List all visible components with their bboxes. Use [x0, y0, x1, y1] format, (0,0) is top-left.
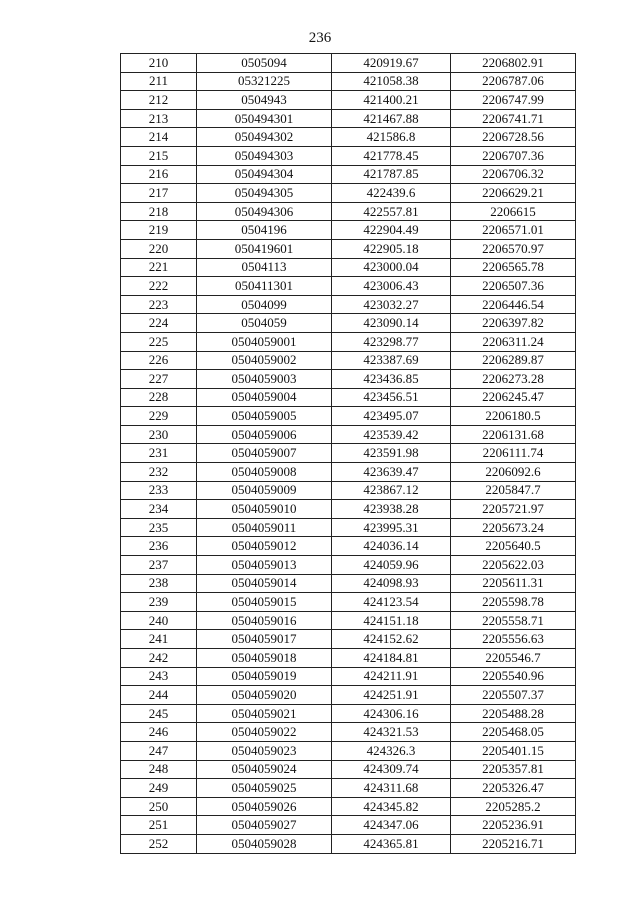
point-number-cell: 232 — [121, 463, 197, 482]
y-coordinate-cell: 2205236.91 — [451, 816, 576, 835]
y-coordinate-cell: 2205721.97 — [451, 500, 576, 519]
x-coordinate-cell: 421787.85 — [332, 165, 451, 184]
point-number-cell: 239 — [121, 593, 197, 612]
x-coordinate-cell: 423639.47 — [332, 463, 451, 482]
x-coordinate-cell: 422905.18 — [332, 239, 451, 258]
table-row — [121, 797, 576, 816]
page-number: 236 — [308, 30, 332, 46]
y-coordinate-cell: 2206131.68 — [451, 425, 576, 444]
point-id-cell: 0504113 — [197, 258, 332, 277]
table-row — [121, 332, 576, 351]
coordinates-table-body — [121, 54, 576, 854]
table-row — [121, 54, 576, 73]
table-row — [121, 425, 576, 444]
table-row — [121, 370, 576, 389]
x-coordinate-cell: 424151.18 — [332, 611, 451, 630]
point-id-cell: 0504059014 — [197, 574, 332, 593]
y-coordinate-cell: 2205611.31 — [451, 574, 576, 593]
y-coordinate-cell: 2205468.05 — [451, 723, 576, 742]
y-coordinate-cell: 2206311.24 — [451, 332, 576, 351]
point-number-cell: 237 — [121, 556, 197, 575]
table-row — [121, 779, 576, 798]
point-number-cell: 224 — [121, 314, 197, 333]
table-row — [121, 202, 576, 221]
x-coordinate-cell: 422904.49 — [332, 221, 451, 240]
point-id-cell: 0504099 — [197, 295, 332, 314]
table-row — [121, 295, 576, 314]
x-coordinate-cell: 423436.85 — [332, 370, 451, 389]
y-coordinate-cell: 2206570.97 — [451, 239, 576, 258]
point-id-cell: 0504059002 — [197, 351, 332, 370]
y-coordinate-cell: 2205673.24 — [451, 518, 576, 537]
x-coordinate-cell: 424321.53 — [332, 723, 451, 742]
point-id-cell: 05321225 — [197, 72, 332, 91]
table-row — [121, 109, 576, 128]
table-row — [121, 611, 576, 630]
point-number-cell: 233 — [121, 481, 197, 500]
point-number-cell: 215 — [121, 146, 197, 165]
x-coordinate-cell: 424306.16 — [332, 704, 451, 723]
table-row — [121, 221, 576, 240]
table-row — [121, 388, 576, 407]
table-row — [121, 537, 576, 556]
table-row — [121, 184, 576, 203]
y-coordinate-cell: 2205598.78 — [451, 593, 576, 612]
point-id-cell: 0505094 — [197, 54, 332, 73]
point-number-cell: 244 — [121, 686, 197, 705]
point-number-cell: 234 — [121, 500, 197, 519]
point-id-cell: 0504059007 — [197, 444, 332, 463]
table-row — [121, 630, 576, 649]
point-id-cell: 050494305 — [197, 184, 332, 203]
point-number-cell: 249 — [121, 779, 197, 798]
point-number-cell: 238 — [121, 574, 197, 593]
point-id-cell: 0504059017 — [197, 630, 332, 649]
point-number-cell: 225 — [121, 332, 197, 351]
x-coordinate-cell: 422439.6 — [332, 184, 451, 203]
point-id-cell: 0504059024 — [197, 760, 332, 779]
x-coordinate-cell: 423591.98 — [332, 444, 451, 463]
x-coordinate-cell: 420919.67 — [332, 54, 451, 73]
x-coordinate-cell: 424347.06 — [332, 816, 451, 835]
y-coordinate-cell: 2205640.5 — [451, 537, 576, 556]
point-number-cell: 218 — [121, 202, 197, 221]
x-coordinate-cell: 423495.07 — [332, 407, 451, 426]
table-row — [121, 686, 576, 705]
table-row — [121, 834, 576, 853]
table-row — [121, 481, 576, 500]
point-number-cell: 227 — [121, 370, 197, 389]
y-coordinate-cell: 2205847.7 — [451, 481, 576, 500]
y-coordinate-cell: 2205285.2 — [451, 797, 576, 816]
point-number-cell: 251 — [121, 816, 197, 835]
x-coordinate-cell: 423000.04 — [332, 258, 451, 277]
point-number-cell: 250 — [121, 797, 197, 816]
x-coordinate-cell: 423006.43 — [332, 277, 451, 296]
point-id-cell: 0504059003 — [197, 370, 332, 389]
x-coordinate-cell: 424326.3 — [332, 741, 451, 760]
x-coordinate-cell: 423867.12 — [332, 481, 451, 500]
table-row — [121, 165, 576, 184]
x-coordinate-cell: 423090.14 — [332, 314, 451, 333]
point-id-cell: 0504059008 — [197, 463, 332, 482]
table-row — [121, 128, 576, 147]
point-id-cell: 050494302 — [197, 128, 332, 147]
x-coordinate-cell: 424123.54 — [332, 593, 451, 612]
point-number-cell: 242 — [121, 649, 197, 668]
point-id-cell: 0504943 — [197, 91, 332, 110]
table-row — [121, 667, 576, 686]
table-row — [121, 444, 576, 463]
x-coordinate-cell: 424036.14 — [332, 537, 451, 556]
table-row — [121, 407, 576, 426]
point-id-cell: 0504059020 — [197, 686, 332, 705]
point-number-cell: 210 — [121, 54, 197, 73]
point-id-cell: 0504059028 — [197, 834, 332, 853]
table-row — [121, 741, 576, 760]
table-row — [121, 239, 576, 258]
x-coordinate-cell: 424251.91 — [332, 686, 451, 705]
point-number-cell: 223 — [121, 295, 197, 314]
point-number-cell: 228 — [121, 388, 197, 407]
table-row — [121, 72, 576, 91]
table-row — [121, 723, 576, 742]
point-id-cell: 0504059012 — [197, 537, 332, 556]
point-number-cell: 231 — [121, 444, 197, 463]
x-coordinate-cell: 424098.93 — [332, 574, 451, 593]
y-coordinate-cell: 2206565.78 — [451, 258, 576, 277]
point-id-cell: 0504059 — [197, 314, 332, 333]
y-coordinate-cell: 2206092.6 — [451, 463, 576, 482]
point-number-cell: 222 — [121, 277, 197, 296]
y-coordinate-cell: 2205507.37 — [451, 686, 576, 705]
y-coordinate-cell: 2206615 — [451, 202, 576, 221]
table-row — [121, 277, 576, 296]
point-id-cell: 050494306 — [197, 202, 332, 221]
point-number-cell: 219 — [121, 221, 197, 240]
y-coordinate-cell: 2206706.32 — [451, 165, 576, 184]
table-row — [121, 593, 576, 612]
table-row — [121, 91, 576, 110]
point-number-cell: 212 — [121, 91, 197, 110]
x-coordinate-cell: 423995.31 — [332, 518, 451, 537]
point-id-cell: 0504196 — [197, 221, 332, 240]
x-coordinate-cell: 424345.82 — [332, 797, 451, 816]
point-number-cell: 226 — [121, 351, 197, 370]
y-coordinate-cell: 2206180.5 — [451, 407, 576, 426]
x-coordinate-cell: 423456.51 — [332, 388, 451, 407]
x-coordinate-cell: 424184.81 — [332, 649, 451, 668]
point-number-cell: 221 — [121, 258, 197, 277]
table-row — [121, 314, 576, 333]
point-id-cell: 0504059021 — [197, 704, 332, 723]
point-number-cell: 230 — [121, 425, 197, 444]
x-coordinate-cell: 424152.62 — [332, 630, 451, 649]
point-id-cell: 0504059011 — [197, 518, 332, 537]
point-number-cell: 248 — [121, 760, 197, 779]
point-number-cell: 241 — [121, 630, 197, 649]
point-id-cell: 050494301 — [197, 109, 332, 128]
x-coordinate-cell: 423938.28 — [332, 500, 451, 519]
y-coordinate-cell: 2206245.47 — [451, 388, 576, 407]
x-coordinate-cell: 424365.81 — [332, 834, 451, 853]
table-row — [121, 500, 576, 519]
table-row — [121, 816, 576, 835]
y-coordinate-cell: 2205558.71 — [451, 611, 576, 630]
y-coordinate-cell: 2206273.28 — [451, 370, 576, 389]
y-coordinate-cell: 2206741.71 — [451, 109, 576, 128]
table-row — [121, 258, 576, 277]
point-id-cell: 0504059006 — [197, 425, 332, 444]
y-coordinate-cell: 2205488.28 — [451, 704, 576, 723]
point-id-cell: 0504059023 — [197, 741, 332, 760]
table-row — [121, 556, 576, 575]
y-coordinate-cell: 2205326.47 — [451, 779, 576, 798]
y-coordinate-cell: 2206446.54 — [451, 295, 576, 314]
x-coordinate-cell: 422557.81 — [332, 202, 451, 221]
point-number-cell: 245 — [121, 704, 197, 723]
point-id-cell: 0504059022 — [197, 723, 332, 742]
y-coordinate-cell: 2206111.74 — [451, 444, 576, 463]
point-id-cell: 050494303 — [197, 146, 332, 165]
table-row — [121, 463, 576, 482]
y-coordinate-cell: 2206787.06 — [451, 72, 576, 91]
point-id-cell: 0504059027 — [197, 816, 332, 835]
point-number-cell: 229 — [121, 407, 197, 426]
point-id-cell: 0504059010 — [197, 500, 332, 519]
point-id-cell: 050419601 — [197, 239, 332, 258]
point-number-cell: 214 — [121, 128, 197, 147]
y-coordinate-cell: 2205401.15 — [451, 741, 576, 760]
y-coordinate-cell: 2206571.01 — [451, 221, 576, 240]
x-coordinate-cell: 423387.69 — [332, 351, 451, 370]
point-number-cell: 235 — [121, 518, 197, 537]
x-coordinate-cell: 424311.68 — [332, 779, 451, 798]
point-id-cell: 0504059001 — [197, 332, 332, 351]
point-number-cell: 246 — [121, 723, 197, 742]
y-coordinate-cell: 2206507.36 — [451, 277, 576, 296]
y-coordinate-cell: 2206629.21 — [451, 184, 576, 203]
x-coordinate-cell: 424211.91 — [332, 667, 451, 686]
table-row — [121, 704, 576, 723]
point-id-cell: 0504059005 — [197, 407, 332, 426]
y-coordinate-cell: 2206728.56 — [451, 128, 576, 147]
point-id-cell: 0504059009 — [197, 481, 332, 500]
coordinates-table — [120, 53, 576, 854]
point-id-cell: 0504059019 — [197, 667, 332, 686]
y-coordinate-cell: 2205546.7 — [451, 649, 576, 668]
point-id-cell: 050411301 — [197, 277, 332, 296]
point-id-cell: 0504059026 — [197, 797, 332, 816]
y-coordinate-cell: 2205556.63 — [451, 630, 576, 649]
y-coordinate-cell: 2205216.71 — [451, 834, 576, 853]
point-number-cell: 240 — [121, 611, 197, 630]
point-number-cell: 243 — [121, 667, 197, 686]
point-id-cell: 0504059013 — [197, 556, 332, 575]
point-id-cell: 0504059025 — [197, 779, 332, 798]
point-number-cell: 252 — [121, 834, 197, 853]
y-coordinate-cell: 2206747.99 — [451, 91, 576, 110]
point-id-cell: 0504059015 — [197, 593, 332, 612]
y-coordinate-cell: 2205540.96 — [451, 667, 576, 686]
y-coordinate-cell: 2206397.82 — [451, 314, 576, 333]
x-coordinate-cell: 424059.96 — [332, 556, 451, 575]
table-row — [121, 760, 576, 779]
x-coordinate-cell: 423032.27 — [332, 295, 451, 314]
point-number-cell: 213 — [121, 109, 197, 128]
point-id-cell: 050494304 — [197, 165, 332, 184]
y-coordinate-cell: 2206707.36 — [451, 146, 576, 165]
x-coordinate-cell: 421400.21 — [332, 91, 451, 110]
x-coordinate-cell: 421778.45 — [332, 146, 451, 165]
x-coordinate-cell: 423298.77 — [332, 332, 451, 351]
table-row — [121, 574, 576, 593]
x-coordinate-cell: 421586.8 — [332, 128, 451, 147]
table-row — [121, 649, 576, 668]
table-row — [121, 518, 576, 537]
table-row — [121, 351, 576, 370]
x-coordinate-cell: 421058.38 — [332, 72, 451, 91]
point-id-cell: 0504059016 — [197, 611, 332, 630]
point-number-cell: 211 — [121, 72, 197, 91]
table-row — [121, 146, 576, 165]
x-coordinate-cell: 421467.88 — [332, 109, 451, 128]
point-number-cell: 247 — [121, 741, 197, 760]
point-id-cell: 0504059004 — [197, 388, 332, 407]
point-number-cell: 217 — [121, 184, 197, 203]
x-coordinate-cell: 424309.74 — [332, 760, 451, 779]
y-coordinate-cell: 2205357.81 — [451, 760, 576, 779]
point-number-cell: 216 — [121, 165, 197, 184]
y-coordinate-cell: 2205622.03 — [451, 556, 576, 575]
point-id-cell: 0504059018 — [197, 649, 332, 668]
point-number-cell: 220 — [121, 239, 197, 258]
x-coordinate-cell: 423539.42 — [332, 425, 451, 444]
y-coordinate-cell: 2206289.87 — [451, 351, 576, 370]
y-coordinate-cell: 2206802.91 — [451, 54, 576, 73]
point-number-cell: 236 — [121, 537, 197, 556]
